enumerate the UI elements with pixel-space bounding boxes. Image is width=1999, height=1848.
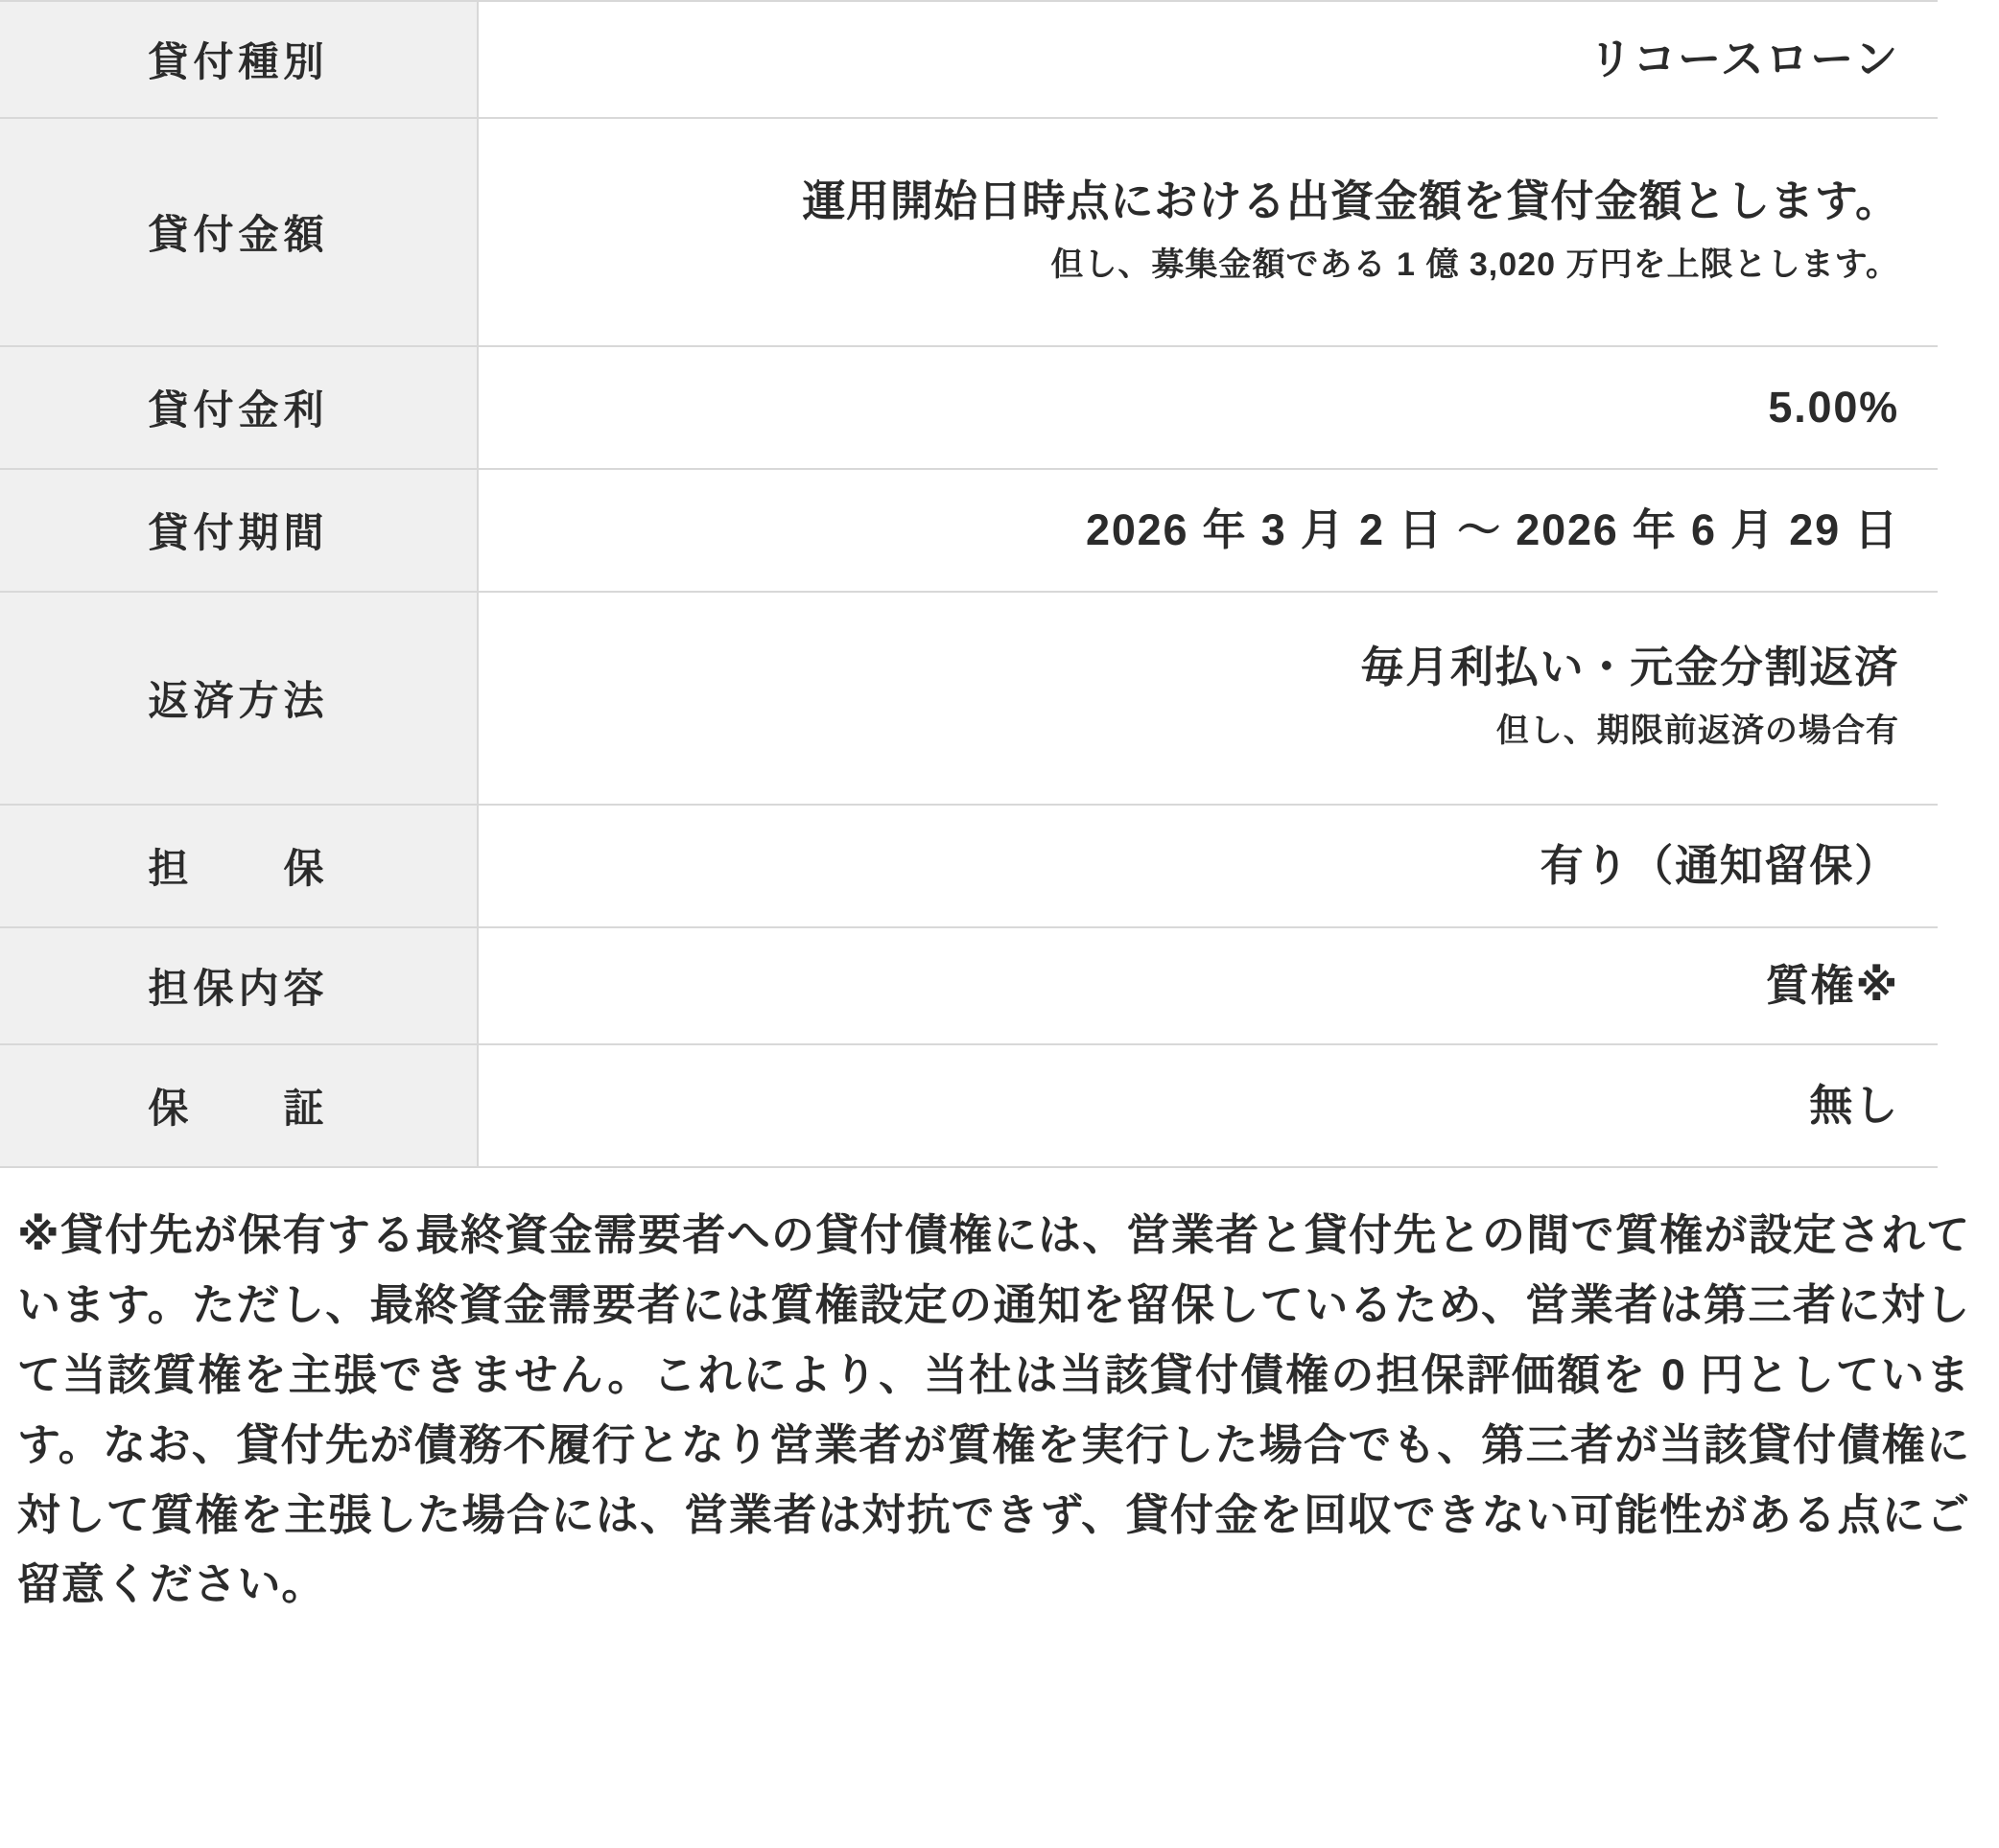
repayment-method-note: 但し、期限前返済の場合有 <box>1495 713 1899 750</box>
row-value-interest-rate <box>478 346 1938 469</box>
row-value-loan-type <box>478 1 1938 118</box>
footnote-text: ※貸付先が保有する最終資金需要者への貸付債権には、営業者と貸付先との間で質権が設定されています。ただし、最終資金需要者には質権設定の通知を留保しているため、営業者は第三者に対して当該質権を主張できません。これにより、当社は当該貸付債権の担保評価額を 0 円としています。なお、貸付先が債務不履行となり営業者が質権を実行した場合でも、第三者が当該貸付債権に対して質権を主張した場合には、営業者は対抗できず、貸付金を回収できない可能性がある点にご留意ください。 <box>17 1210 1971 1609</box>
interest-rate-value: 5.00% <box>1768 382 1899 432</box>
collateral-value: 有り（通知留保） <box>1540 840 1899 890</box>
table-row <box>0 805 1938 927</box>
row-value-loan-amount <box>478 118 1938 346</box>
row-value-repayment-method <box>478 592 1938 805</box>
collateral-detail-value: 質権※ <box>1765 960 1899 1010</box>
table-row <box>0 1044 1938 1167</box>
loan-type-value: リコースローン <box>1588 34 1899 83</box>
row-value-loan-period <box>478 469 1938 592</box>
table-row <box>0 927 1938 1044</box>
row-value-collateral <box>478 805 1938 927</box>
guarantee-value: 無し <box>1809 1080 1899 1130</box>
row-header-loan-type: 貸付種別 <box>0 1 478 118</box>
row-header-guarantee: 保 証 <box>0 1044 478 1167</box>
table-row <box>0 1 1938 118</box>
row-header-collateral-detail: 担保内容 <box>0 927 478 1044</box>
repayment-method-value: 毎月利払い・元金分割返済 <box>1360 643 1899 692</box>
row-value-guarantee <box>478 1044 1938 1167</box>
loan-period-value: 2026 年 3 月 2 日 〜 2026 年 6 月 29 日 <box>1086 504 1899 554</box>
loan-amount-note: 但し、募集金額である 1 億 3,020 万円を上限とします。 <box>1050 246 1899 284</box>
table-row <box>0 118 1938 346</box>
row-header-repayment-method: 返済方法 <box>0 592 478 805</box>
table-row <box>0 592 1938 805</box>
row-header-collateral: 担 保 <box>0 805 478 927</box>
footnote <box>17 1201 1970 1620</box>
row-header-loan-amount: 貸付金額 <box>0 118 478 346</box>
table-row <box>0 469 1938 592</box>
table-row <box>0 346 1938 469</box>
row-value-collateral-detail <box>478 927 1938 1044</box>
row-header-interest-rate: 貸付金利 <box>0 346 478 469</box>
loan-amount-value: 運用開始日時点における出資金額を貸付金額とします。 <box>802 176 1899 226</box>
row-header-loan-period: 貸付期間 <box>0 469 478 592</box>
